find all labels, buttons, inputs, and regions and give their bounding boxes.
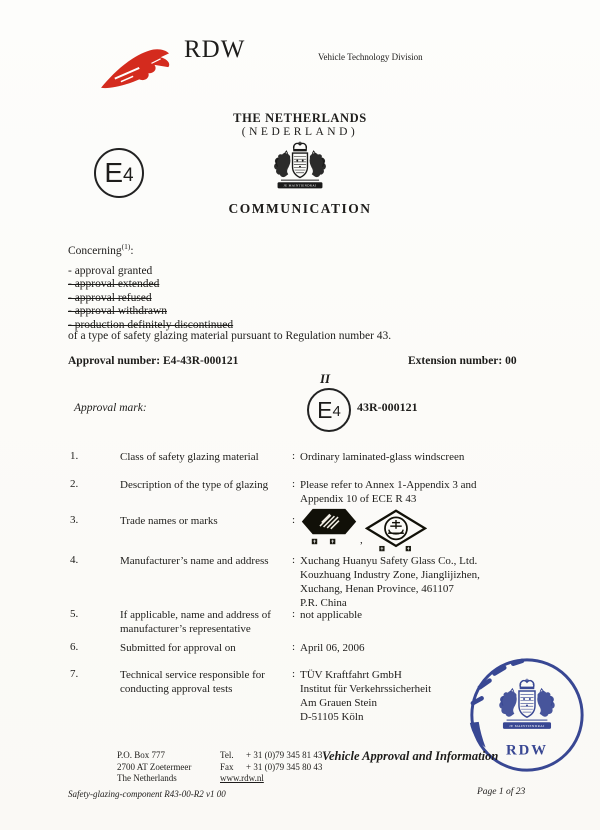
- country-subtitle: (NEDERLAND): [241, 126, 359, 138]
- approval-number: Approval number: E4-43R-000121: [68, 355, 239, 367]
- footer-department: Vehicle Approval and Information: [322, 749, 499, 763]
- stamp-rdw-text: RDW: [506, 742, 548, 759]
- logo-separator: ,: [360, 534, 363, 546]
- fax-number: + 31 (0)79 345 80 43: [246, 761, 323, 772]
- e4-letter: E: [104, 157, 124, 188]
- e4-digit: 4: [123, 164, 134, 186]
- concerning-footnote-ref: (1): [121, 242, 131, 251]
- country-title: THE NETHERLANDS: [233, 111, 367, 125]
- option-approval-granted: - approval granted: [68, 265, 153, 277]
- option-approval-refused: - approval refused: [68, 291, 152, 304]
- coat-of-arms-icon: [266, 141, 334, 195]
- concerning-options: [68, 265, 233, 332]
- rdw-wordmark: RDW: [184, 36, 246, 63]
- diamond-circle-logo-icon: [365, 509, 427, 553]
- footer-address: P.O. Box 777 2700 AT Zoetermeer The Netherlands: [117, 750, 192, 783]
- document-reference: Safety-glazing-component R43-00-R2 v1 00: [68, 789, 226, 799]
- hexagon-glass-logo-icon: [300, 506, 358, 548]
- concerning-label: Concerning$^{(1)}$:: [68, 242, 134, 257]
- tel-number: + 31 (0)79 345 81 43: [246, 750, 323, 760]
- option-approval-withdrawn: - approval withdrawn: [68, 305, 167, 318]
- extension-number: Extension number: 00: [408, 355, 517, 367]
- communication-title: COMMUNICATION: [228, 201, 372, 216]
- footer-contact: Tel. + 31 (0)79 345 81 43 Fax + 31 (0)79 345 80 43 www.rdw.nl: [220, 750, 323, 783]
- subject-line: of a type of safety glazing material pursuant to Regulation number 43.: [68, 330, 392, 342]
- approval-mark-number: 43R-000121: [357, 400, 418, 414]
- approval-mark-e4-icon: E 4: [307, 388, 351, 432]
- option-approval-extended: - approval extended: [68, 278, 160, 291]
- page-number: Page 1 of 23: [477, 787, 526, 797]
- website-link: www.rdw.nl: [220, 773, 264, 783]
- approval-mark-label: Approval mark:: [74, 402, 147, 414]
- division-label: Vehicle Technology Division: [318, 52, 423, 62]
- rdw-logo-icon: [98, 42, 182, 100]
- trade-mark-logos: [300, 506, 427, 553]
- e4-badge-icon: [94, 148, 144, 198]
- approval-mark-roman: II: [320, 371, 331, 386]
- option-production-discontinued: - production definitely discontinued: [68, 318, 234, 331]
- certificate-page: RDW Vehicle Technology Division THE NETHERLANDS (NEDERLAND) COMMUNICATION E 4 Concerning$^{(1)}$: - approval granted - approval extended - approval refused - approval withdrawn - production definitely discontinued of a type of safety glazing material pursuant to Regulation number 43. Approval number: E4-43R-000121 Extension number: 00 Approval mark: II E 4 43R-000121 1. Class of safety glazing material : Ordinary laminated-glass windscreen 2. Description of the type of glazing : Please refer to Annex 1-Appendix 3 and Appendix 10 of ECE R 43 3. Trade names or marks : , 4. Manufacturer’s name and address : Xuchang Huanyu Safety Glass Co., Ltd. Kouzhuang Industry Zone, Jianglijizhen, Xuchang, Henan Province, 461107 P.R. China 5. If applicable, name and address of manufacturer’s representative : not applicable 6. Submitted for approval on : April 06, 2006 7. Technical service responsible for conducting approval tests : TÜV Kraftfahrt GmbH Institut für Verkehrssicherheit Am Grauen Stein D-51105 Köln RDW P.O. Box 777 2700 AT Zoetermeer The Netherlands Tel. + 31 (0)79 345 81 43 Fax + 31 (0)79 345 80 43 www.rdw.nl Vehicle Approval and Information Safety-glazing-component R43-00-R2 v1 00 Page 1 of 23: [0, 0, 600, 830]
